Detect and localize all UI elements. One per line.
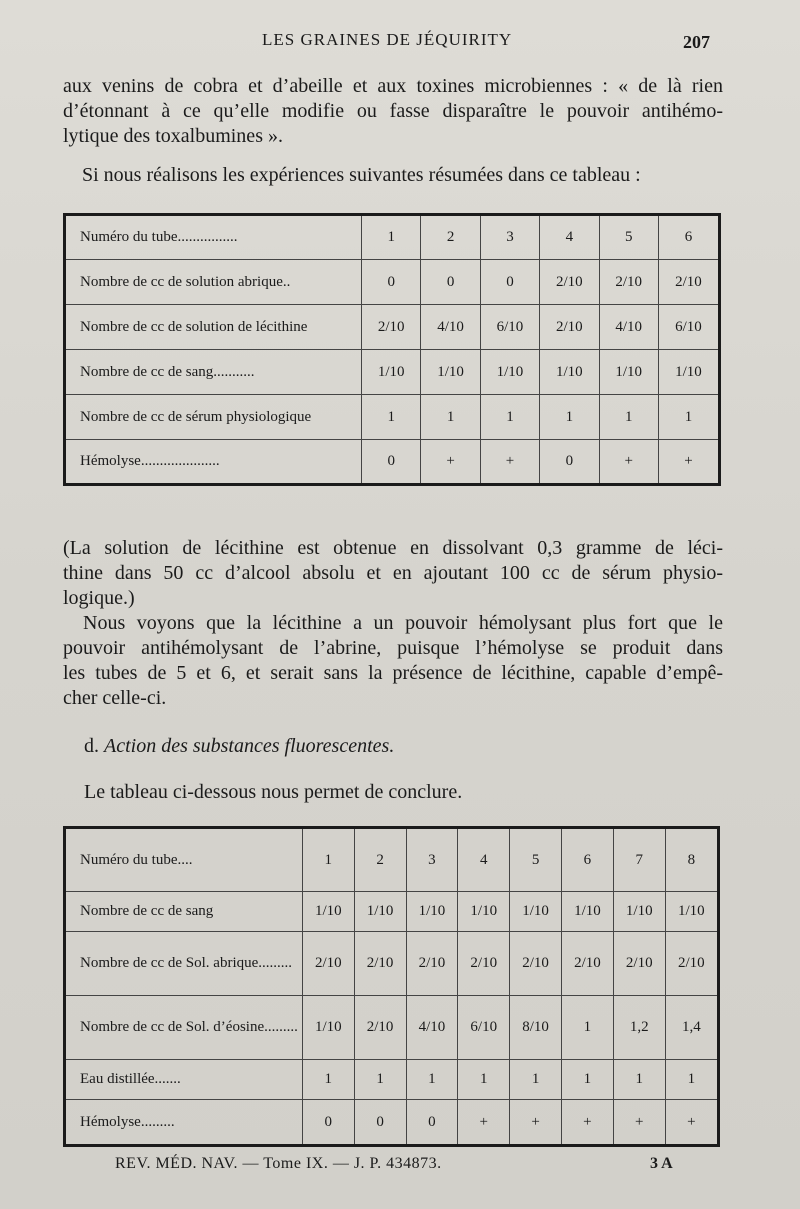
- table-cell: 4: [458, 828, 510, 892]
- table-cell: 1: [354, 1060, 406, 1100]
- table-cell: 0: [362, 440, 421, 485]
- table-cell: +: [458, 1100, 510, 1146]
- table-cell: 1: [480, 395, 539, 440]
- table-cell: 1: [540, 395, 599, 440]
- table-row: [65, 828, 719, 892]
- table-cell: 2/10: [354, 932, 406, 996]
- table-cell: 1: [362, 395, 421, 440]
- table-cell: 8/10: [510, 996, 562, 1060]
- table-cell: 0: [540, 440, 599, 485]
- table-row: [65, 395, 720, 440]
- table-cell: 1: [302, 828, 354, 892]
- table-cell: 2/10: [665, 932, 718, 996]
- table-cell: 5: [510, 828, 562, 892]
- table-cell: 2: [354, 828, 406, 892]
- table-cell: 4/10: [599, 305, 658, 350]
- table-cell: 1/10: [458, 892, 510, 932]
- table-cell: +: [684, 453, 693, 469]
- section-title: Action des substances fluorescentes.: [104, 735, 395, 757]
- table-row: [65, 996, 719, 1060]
- table-cell: 2/10: [562, 932, 614, 996]
- paragraph-lecithin-note: [63, 536, 723, 611]
- row-label: Nombre de cc de Sol. d’éosine.........: [65, 996, 303, 1060]
- table-row: [65, 1100, 719, 1146]
- row-label: Nombre de cc de sérum physiologique: [65, 395, 362, 440]
- running-head: [0, 30, 800, 58]
- table-cell: +: [510, 1100, 562, 1146]
- table-cell: 2/10: [406, 932, 458, 996]
- text-line: Si nous réalisons les expériences suivantes résumées dans ce tableau :: [82, 164, 641, 186]
- paragraph-intro-table1: [82, 163, 722, 188]
- table-lecithin-experiment: [63, 213, 721, 486]
- row-label: Nombre de cc de Sol. abrique.........: [65, 932, 303, 996]
- table-cell: 2/10: [510, 932, 562, 996]
- table-cell: 1: [665, 1060, 718, 1100]
- table-cell: 1: [562, 1060, 614, 1100]
- row-label: Numéro du tube................: [65, 215, 362, 260]
- table-cell: 1/10: [599, 350, 658, 395]
- running-title: LES GRAINES DE JÉQUIRITY: [262, 30, 513, 49]
- table-cell: 1/10: [665, 892, 718, 932]
- row-label: Hémolyse.....................: [65, 440, 362, 485]
- footer-signature: 3 A: [650, 1155, 673, 1172]
- table-cell: 6/10: [458, 996, 510, 1060]
- table-cell: +: [613, 1100, 665, 1146]
- table-cell: 1,2: [613, 996, 665, 1060]
- text-line: d’étonnant à ce qu’elle modifie ou fasse disparaître le pouvoir antihémo-: [63, 100, 723, 122]
- table-cell: 2/10: [354, 996, 406, 1060]
- table-cell: 1/10: [302, 996, 354, 1060]
- table-row: [65, 932, 719, 996]
- table-cell: 1: [562, 996, 614, 1060]
- table-cell: 3: [406, 828, 458, 892]
- table-cell: 1: [406, 1060, 458, 1100]
- table-cell: 1/10: [362, 350, 421, 395]
- table-fluorescent-experiment: [63, 826, 720, 1147]
- table-cell: 2/10: [362, 305, 421, 350]
- table-cell: 4: [540, 215, 599, 260]
- table-row: [65, 1060, 719, 1100]
- table-cell: 2/10: [599, 260, 658, 305]
- table-cell: +: [480, 440, 539, 485]
- table-cell: 2: [421, 215, 480, 260]
- table-cell: +: [599, 440, 658, 485]
- table-cell: 1/10: [540, 350, 599, 395]
- page-number: 207: [683, 32, 710, 52]
- text-line: cher celle-ci.: [63, 687, 167, 709]
- table-cell: 4/10: [406, 996, 458, 1060]
- table-cell: 1/10: [480, 350, 539, 395]
- text-line: Nous voyons que la lécithine a un pouvoir hémolysant plus fort que le: [83, 612, 723, 634]
- row-label: Hémolyse.........: [65, 1100, 303, 1146]
- text-line: lytique des toxalbumines ».: [63, 125, 283, 147]
- table-cell: 0: [480, 260, 539, 305]
- table-cell: 0: [406, 1100, 458, 1146]
- row-label: Nombre de cc de sang...........: [65, 350, 362, 395]
- table-cell: 8: [665, 828, 718, 892]
- table-cell: 2/10: [458, 932, 510, 996]
- table-cell: 1: [362, 215, 421, 260]
- table-cell: 1: [458, 1060, 510, 1100]
- table-cell: 1,4: [665, 996, 718, 1060]
- table-cell: +: [421, 440, 480, 485]
- table-row: [65, 260, 720, 305]
- table-cell: 2/10: [658, 260, 719, 305]
- table-cell: 1/10: [302, 892, 354, 932]
- table-cell: 6: [562, 828, 614, 892]
- page-footer: [0, 1155, 800, 1179]
- table-cell: 5: [599, 215, 658, 260]
- table-cell: +: [562, 1100, 614, 1146]
- row-label: Nombre de cc de sang: [65, 892, 303, 932]
- row-label: Nombre de cc de solution abrique..: [65, 260, 362, 305]
- table-row: [65, 305, 720, 350]
- table-cell: 3: [480, 215, 539, 260]
- table-cell: 1/10: [354, 892, 406, 932]
- text-line: logique.): [63, 587, 135, 609]
- table-cell: 1/10: [406, 892, 458, 932]
- text-line: Le tableau ci-dessous nous permet de conclure.: [84, 781, 463, 803]
- table-cell: 6: [658, 215, 719, 260]
- text-line: thine dans 50 cc d’alcool absolu et en ajoutant 100 cc de sérum physio-: [63, 562, 723, 584]
- table-cell: 2/10: [613, 932, 665, 996]
- table-cell: +: [687, 1113, 696, 1130]
- section-heading: [84, 735, 394, 758]
- table-row: [65, 892, 719, 932]
- table-cell: 1: [510, 1060, 562, 1100]
- text-line: (La solution de lécithine est obtenue en dissolvant 0,3 gramme de léci-: [63, 537, 723, 559]
- table-row: [65, 440, 720, 485]
- footer-journal: REV. MÉD. NAV. — Tome IX. — J. P. 434873.: [115, 1155, 442, 1172]
- table-row: [65, 215, 720, 260]
- table-cell: 1: [658, 395, 719, 440]
- table-cell: 1/10: [562, 892, 614, 932]
- row-label: Eau distillée.......: [65, 1060, 303, 1100]
- text-line: les tubes de 5 et 6, et serait sans la présence de lécithine, capable d’empê-: [63, 662, 723, 684]
- paragraph-quote: [63, 74, 723, 149]
- table-cell: 1/10: [421, 350, 480, 395]
- paragraph-conclusion: [63, 611, 723, 711]
- table-cell: 7: [613, 828, 665, 892]
- table-cell: 6/10: [480, 305, 539, 350]
- table-cell: 1: [613, 1060, 665, 1100]
- text-line: aux venins de cobra et d’abeille et aux toxines microbiennes : « de là rien: [63, 75, 723, 97]
- table-cell: 1: [302, 1060, 354, 1100]
- table-cell: 0: [302, 1100, 354, 1146]
- row-label: Nombre de cc de solution de lécithine: [65, 305, 362, 350]
- table-cell: 2/10: [540, 260, 599, 305]
- text-line: pouvoir antihémolysant de l’abrine, puisque l’hémolyse se produit dans: [63, 637, 723, 659]
- table-cell: 6/10: [658, 305, 719, 350]
- table-cell: 0: [354, 1100, 406, 1146]
- table-row: [65, 350, 720, 395]
- table-cell: 2/10: [540, 305, 599, 350]
- table-cell: 0: [421, 260, 480, 305]
- paragraph-intro-table2: [84, 780, 724, 805]
- section-letter: d.: [84, 735, 99, 757]
- table-cell: 2/10: [302, 932, 354, 996]
- table-cell: 4/10: [421, 305, 480, 350]
- table-cell: 0: [362, 260, 421, 305]
- table-cell: 1/10: [510, 892, 562, 932]
- table-cell: 1/10: [658, 350, 719, 395]
- table-cell: 1: [421, 395, 480, 440]
- table-cell: 1/10: [613, 892, 665, 932]
- table-cell: 1: [599, 395, 658, 440]
- row-label: Numéro du tube....: [65, 828, 303, 892]
